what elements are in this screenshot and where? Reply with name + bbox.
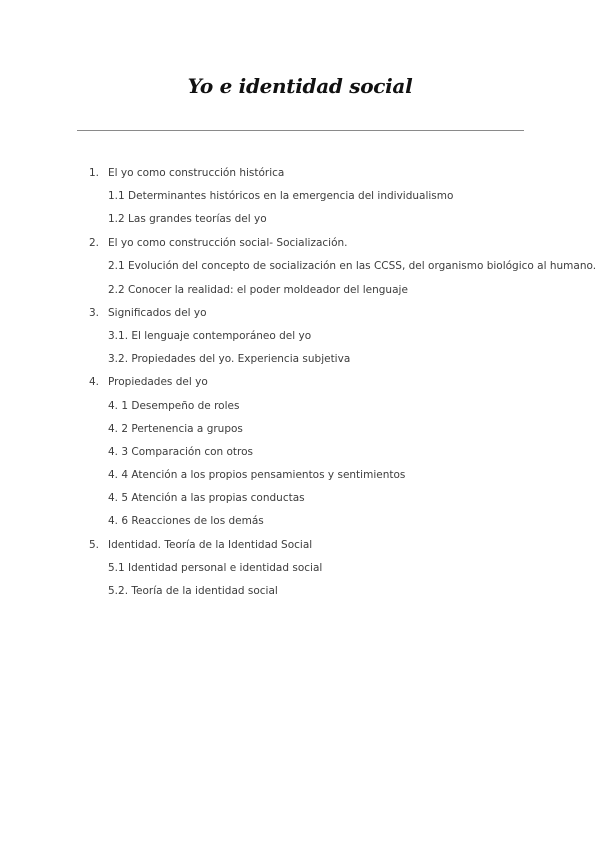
toc-subitem-4-6: 4. 6 Reacciones de los demás (108, 515, 264, 527)
toc-subitem-4-3: 4. 3 Comparación con otros (108, 446, 254, 458)
toc-item-label: Significados del yo (108, 307, 207, 319)
toc-subitem-4-2: 4. 2 Pertenencia a grupos (108, 423, 243, 435)
toc-subitem-5-1: 5.1 Identidad personal e identidad social (108, 562, 323, 574)
toc-subitem-3-2: 3.2. Propiedades del yo. Experiencia subjetiva (108, 353, 351, 365)
toc-subitem-4-5: 4. 5 Atención a las propias conductas (108, 492, 305, 504)
toc-subitem-1-2: 1.2 Las grandes teorías del yo (108, 213, 267, 225)
toc-item-number: 5. (89, 539, 100, 551)
toc-item-number: 3. (89, 307, 100, 319)
toc-subitem-2-2: 2.2 Conocer la realidad: el poder moldeador del lenguaje (108, 284, 408, 296)
title-divider (77, 130, 524, 131)
toc-subitem-4-4: 4. 4 Atención a los propios pensamientos y sentimientos (108, 469, 406, 481)
page-title: Yo e identidad social (187, 74, 413, 98)
toc-subitem-3-1: 3.1. El lenguaje contemporáneo del yo (108, 330, 312, 342)
toc-item-number: 4. (89, 376, 100, 388)
toc-item-label: El yo como construcción social- Socialización. (108, 237, 348, 249)
toc-item-number: 1. (89, 167, 100, 179)
toc-item-number: 2. (89, 237, 100, 249)
toc-subitem-5-2: 5.2. Teoría de la identidad social (108, 585, 278, 597)
toc-item-label: El yo como construcción histórica (108, 167, 285, 179)
toc-subitem-2-1: 2.1 Evolución del concepto de socialización en las CCSS, del organismo biológico al humano. (108, 260, 597, 272)
toc-item-label: Identidad. Teoría de la Identidad Social (108, 539, 313, 551)
toc-subitem-1-1: 1.1 Determinantes históricos en la emergencia del individualismo (108, 190, 454, 202)
toc-subitem-4-1: 4. 1 Desempeño de roles (108, 400, 240, 412)
toc-item-label: Propiedades del yo (108, 376, 208, 388)
